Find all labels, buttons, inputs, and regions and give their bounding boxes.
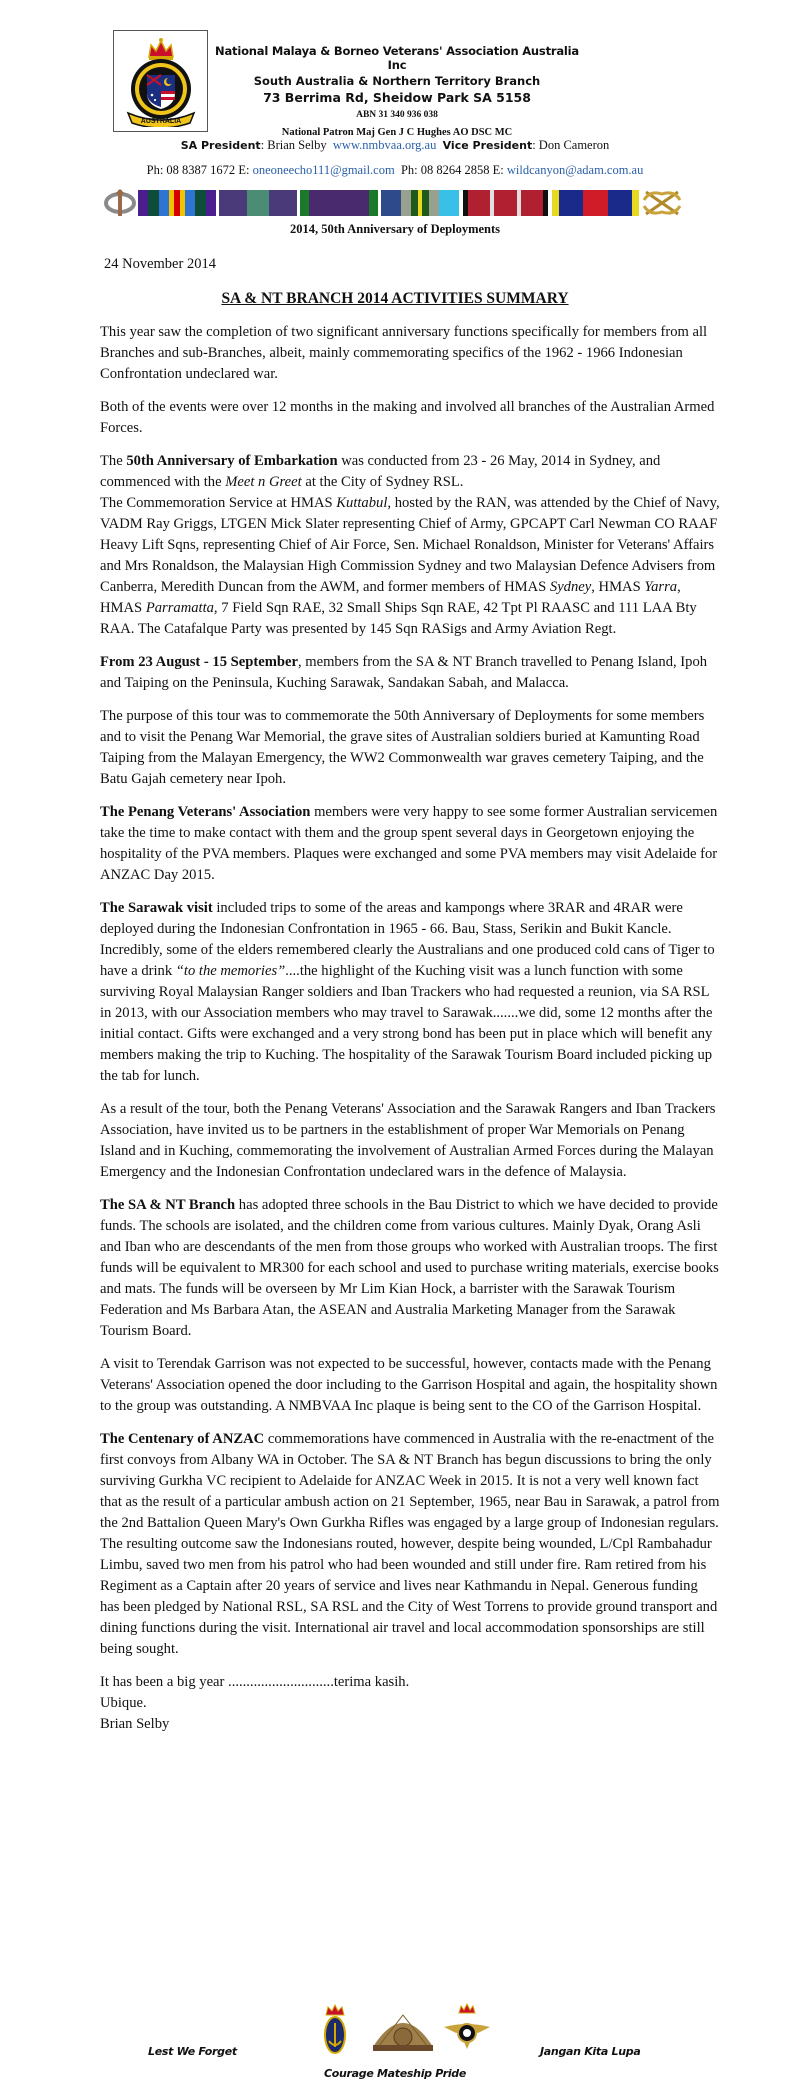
air-force-emblem-icon (444, 2004, 490, 2049)
paragraph-terendak: A visit to Terendak Garrison was not expected to be successful, however, contacts made with the Penang Veterans' Association opened the door including to the Garrison Hospital and again, the hospitality shown to the group was outstanding. A NMBVAA Inc plaque is being sent to the CO of the Garrison Hospital. (100, 1356, 718, 1414)
crossed-swords-badge-icon (640, 188, 684, 223)
vice-president-name: : Don Cameron (532, 138, 610, 152)
email2-label: E (492, 163, 501, 177)
ribbon-5 (463, 190, 548, 216)
vice-president-label: Vice President (442, 139, 533, 152)
signature: Brian Selby (100, 1716, 170, 1732)
anniversary-caption: 2014, 50th Anniversary of Deployments (289, 222, 501, 236)
email1-link[interactable]: oneoneecho111@gmail.com (252, 163, 395, 177)
paragraph-events: Both of the events were over 12 months in the making and involved all branches of the Australian Armed Forces. (100, 399, 715, 436)
phone1: : 08 8387 1672 (159, 163, 236, 177)
paragraph-intro: This year saw the completion of two significant anniversary functions specifically for members from all Branches and sub-Branches, albeit, mainly commemorating specifics of the 1962 - 1966 Indonesian Confrontation undeclared war. (100, 324, 708, 382)
motto-left: Lest We Forget (148, 2045, 237, 2058)
ribbon-1 (138, 190, 216, 216)
letter-date: 24 November 2014 (104, 256, 216, 272)
contact-line: Ph: 08 8387 1672 E: oneoneecho111@gmail.com Ph: 08 8264 2858 E: wildcanyon@adam.com.au (146, 163, 644, 177)
paragraph-penang: The Penang Veterans' Association members were very happy to see some former Australian servicemen take the time to make contact with them and the group spent several days in Georgetown enjoying the hospitality of the PVA members. Plaques were exchanged and some PVA members may visit Adelaide for ANZAC Day 2015. (100, 804, 718, 883)
service-emblems (318, 2003, 518, 2063)
motto-center: Courage Mateship Pride (323, 2067, 467, 2080)
document-title: SA & NT BRANCH 2014 ACTIVITIES SUMMARY (221, 290, 569, 307)
closing-line: It has been a big year .............................terima kasih. (100, 1674, 410, 1690)
president-name: : Brian Selby (260, 138, 327, 152)
medal-ribbons (103, 190, 688, 216)
footer (0, 1995, 790, 2080)
svg-text:AUSTRALIA: AUSTRALIA (140, 118, 181, 125)
abn: ABN 31 340 936 038 (356, 110, 438, 120)
organisation-block (212, 44, 582, 138)
paragraph-sarawak: The Sarawak visit included trips to some of the areas and kampongs where 3RAR and 4RAR were deployed during the Indonesian Confrontation in 1965 - 66. Bau, Stass, Serikin and Bukit Kancle. Incredibly, some of the elders remembered clearly the Australians and one produced cold cans of Tiger to have a drink “to the memories”....the highlight of the Kuching visit was a lunch function with some surviving Royal Malaysian Ranger soldiers and Iban Trackers who had requested a reunion, via SA RSL in 2013, with our Association members who may travel to Sarawak.......we did, some 12 months after the initial contact. Gifts were exchanged and a very strong bond has been put in place which will benefit any members making the trip to Kuching. The hospitality of the Sarawak Tourism Board included picking up the tab for lunch. (100, 900, 715, 1084)
motto-right: Jangan Kita Lupa (540, 2045, 641, 2058)
org-name: National Malaya & Borneo Veterans' Association Australia Inc (215, 44, 579, 72)
association-logo (113, 30, 208, 132)
paragraph-tour-purpose: The purpose of this tour was to commemorate the 50th Anniversary of Deployments for some members and to visit the Penang War Memorial, the grave sites of Australian soldiers buried at Kamunting Road Taiping from the Malayan Emergency, the WW2 Commonwealth war graves cemetery Taiping, and the Batu Gajah cemetery near Ipoh. (100, 708, 705, 787)
national-patron: National Patron Maj Gen J C Hughes AO DSC MC (281, 127, 513, 138)
navy-emblem-icon (325, 2005, 345, 2053)
ribbon-3 (300, 190, 378, 216)
document-body (100, 322, 720, 1735)
ribbon-4 (381, 190, 459, 216)
paragraph-schools: The SA & NT Branch has adopted three schools in the Bau District to which we have decided to provide funds. The schools are isolated, and the children come from various cultures. Mainly Dyak, Orang Asli and Iban who are descendants of the men from those groups who worked with Australian troops. The first funds will be equivalent to MR300 for each school and used to purchase writing materials, exercise books and mats. The funds will be overseen by Mr Lim Kian Hock, a barrister with the Sarawak Tourism Federation and Ms Barbara Atan, the ASEAN and Australia Marketing Manager from the Sarawak Tourism Board. (100, 1197, 719, 1339)
paragraph-anzac: The Centenary of ANZAC commemorations have commenced in Australia with the re-enactment of the first convoys from Albany WA in October. The SA & NT Branch has begun discussions to bring the only surviving Gurkha VC recipient to Adelaide for ANZAC Week in 2015. It is not a very well known fact that as the result of a particular ambush action on 21 September, 1965, near Bau in Sarawak, a patrol from the 2nd Battalion Queen Mary's Own Gurkha Rifles was engaged by a large group of Indonesian regulars. The resulting outcome saw the Indonesians routed, however, despite being wounded, L/Cpl Rambahadur Limbu, saved two men from his patrol who had been wounded and still under fire. Ram retired from his Regiment as a Captain after 20 years of service and lives near Kathmandu in Nepal. Generous funding has been pledged by National RSL, SA RSL and the City of West Torrens to provide ground transport and dining functions during the visit. International air travel and local accommodation sponsorships are still being sought. (100, 1431, 720, 1657)
ubique: Ubique. (100, 1695, 147, 1711)
phone1-label: Ph (146, 163, 160, 177)
email2-link[interactable]: wildcanyon@adam.com.au (506, 163, 644, 177)
president-label: SA President (180, 139, 261, 152)
ribbon-2 (219, 190, 297, 216)
army-rising-sun-icon (373, 2015, 433, 2051)
paragraph-embarkation: The 50th Anniversary of Embarkation was conducted from 23 - 26 May, 2014 in Sydney, and commenced with the Meet n Greet at the City of Sydney RSL. (100, 453, 661, 490)
crest-icon (120, 35, 202, 127)
address: 73 Berrima Rd, Sheidow Park SA 5158 (263, 90, 531, 105)
officers-line (0, 138, 790, 153)
phone2-label: Ph (400, 163, 415, 177)
phone2: : 08 8264 2858 (414, 163, 490, 177)
paragraph-tour-dates: From 23 August - 15 September, members from the SA & NT Branch travelled to Penang Island, Ipoh and Taiping on the Peninsula, Kuching Sarawak, Sandakan Sabah, and Malacca. (100, 654, 708, 691)
paragraph-memorials: As a result of the tour, both the Penang Veterans' Association and the Sarawak Rangers and Iban Trackers Association, have invited us to be partners in the establishment of proper War Memorials on Penang Island and in Kuching, commemorating the involvement of Australian Armed Forces during the Malayan Emergency and the Indonesian Confrontation undeclared wars in the defence of Malaysia. (100, 1101, 716, 1180)
email1-label: E (238, 163, 246, 177)
paragraph-commemoration-service: The Commemoration Service at HMAS Kuttabul, hosted by the RAN, was attended by the Chief of Navy, VADM Ray Griggs, LTGEN Mick Slater representing Chief of Army, GPCAPT Carl Newman CO RAAF Heavy Lift Sqns, representing Chief of Air Force, Sen. Michael Ronaldson, Minister for Veterans' Affairs and Mrs Ronaldson, the Malaysian High Commission Sydney and two Malaysian Defence Advisers from Canberra, Meredith Duncan from the AWM, and former members of HMAS Sydney, HMAS Yarra, HMAS Parramatta, 7 Field Sqn RAE, 32 Small Ships Sqn RAE, 42 Tpt Pl RAASC and 111 LAA Bty RAA. The Catafalque Party was presented by 145 Sqn RASigs and Army Aviation Regt. (100, 495, 720, 637)
branch-name: South Australia & Northern Territory Branch (253, 74, 541, 88)
ribbon-6 (552, 190, 639, 216)
website-link[interactable]: www.nmbvaa.org.au (332, 138, 437, 152)
